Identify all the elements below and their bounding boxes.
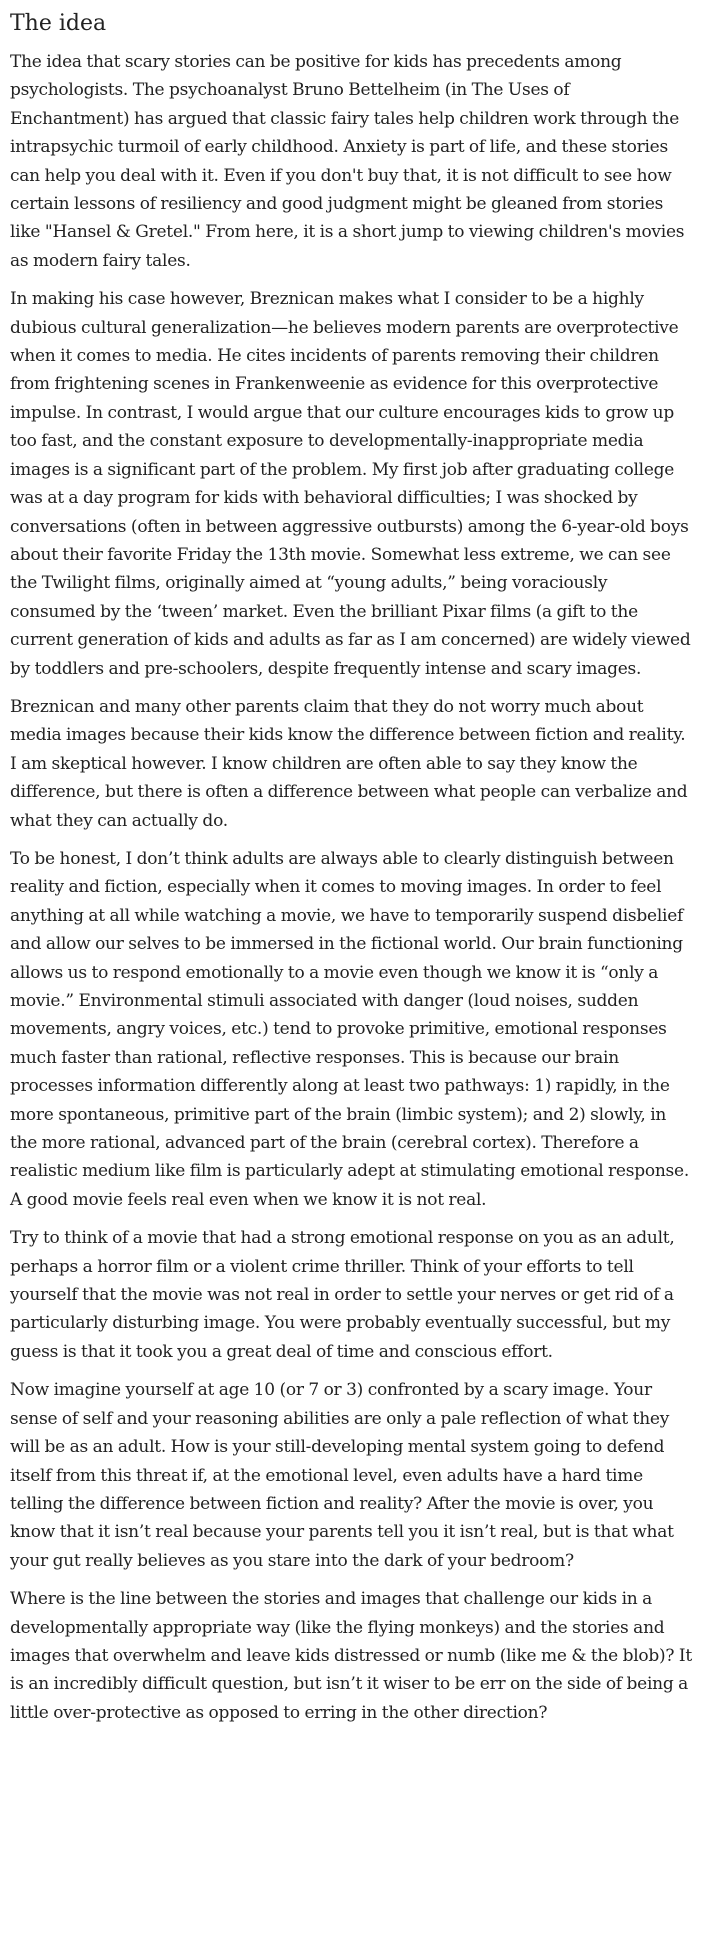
paragraph-3: Breznican and many other parents claim that they do not worry much about media images because their kids know the difference between fiction and reality. I am skeptical however. I know children are often able to say they know the difference, but there is often a difference between what people can verbalize and what they can actually do. — [10, 696, 688, 831]
paragraph-1: The idea that scary stories can be positive for kids has precedents among psychologists. The psychoanalyst Bruno Bettelheim (in The Uses of Enchantment) has argued that classic fairy tales help children work through the intrapsychic turmoil of early childhood. Anxiety is part of life, and these stories can help you deal with it. Even if you don't buy that, it is not difficult to see how certain lessons of resiliency and good judgment might be gleaned from stories like "Hansel & Gretel." From here, it is a short jump to viewing children's movies as modern fairy tales. — [10, 52, 685, 271]
paragraph-4: To be honest, I don’t think adults are always able to clearly distinguish between reality and fiction, especially when it comes to moving images. In order to feel anything at all while watching a movie, we have to temporarily suspend disbelief and allow our selves to be immersed in the fictional world. Our brain functioning allows us to respond emotionally to a movie even though we know it is “only a movie.” Environmental stimuli associated with danger (loud noises, sudden movements, angry voices, etc.) tend to provoke primitive, emotional responses much faster than rational, reflective responses. This is because our brain processes information differently along at least two pathways: 1) rapidly, in the more spontaneous, primitive part of the brain (limbic system); and 2) slowly, in the more rational, advanced part of the brain (cerebral cortex). Therefore a realistic medium like film is particularly adept at stimulating emotional response. A good movie feels real even when we know it is not real. — [10, 848, 689, 1210]
paragraph-5: Try to think of a movie that had a strong emotional response on you as an adult, perhaps a horror film or a violent crime thriller. Think of your efforts to tell yourself that the movie was not real in order to settle your nerves or get rid of a particularly disturbing image. You were probably eventually successful, but my guess is that it took you a great deal of time and conscious effort. — [10, 1228, 675, 1362]
section-heading: The idea — [10, 11, 107, 36]
paragraph-6: Now imagine yourself at age 10 (or 7 or 3) confronted by a scary image. Your sense of self and your reasoning abilities are only a pale reflection of what they will be as an adult. How is your still-developing mental system going to defend itself from this threat if, at the emotional level, even adults have a hard time telling the difference between fiction and reality? After the movie is over, you know that it isn’t real because your parents tell you it isn’t real, but is that what your gut really believes as you stare into the dark of your bedroom? — [10, 1380, 674, 1571]
paragraph-2: In making his case however, Breznican makes what I consider to be a highly dubious cultural generalization—he believes modern parents are overprotective when it comes to media. He cites incidents of parents removing their children from frightening scenes in Frankenweenie as evidence for this overprotective impulse. In contrast, I would argue that our culture encourages kids to grow up too fast, and the constant exposure to developmentally-inappropriate media images is a significant part of the problem. My first job after graduating college was at a day program for kids with behavioral difficulties; I was shocked by conversations (often in between aggressive outbursts) among the 6-year-old boys about their favorite Friday the 13th movie. Somewhat less extreme, we can see the Twilight films, originally aimed at “young adults,” being voraciously consumed by the ‘tween’ market. Even the brilliant Pixar films (a gift to the current generation of kids and adults as far as I am concerned) are widely viewed by toddlers and pre-schoolers, despite frequently intense and scary images. — [10, 289, 691, 679]
paragraph-7: Where is the line between the stories and images that challenge our kids in a developmentally appropriate way (like the flying monkeys) and the stories and images that overwhelm and leave kids distressed or numb (like me & the blob)? It is an incredibly difficult question, but isn’t it wiser to be err on the side of being a little over-protective as opposed to erring in the other direction? — [10, 1589, 692, 1723]
